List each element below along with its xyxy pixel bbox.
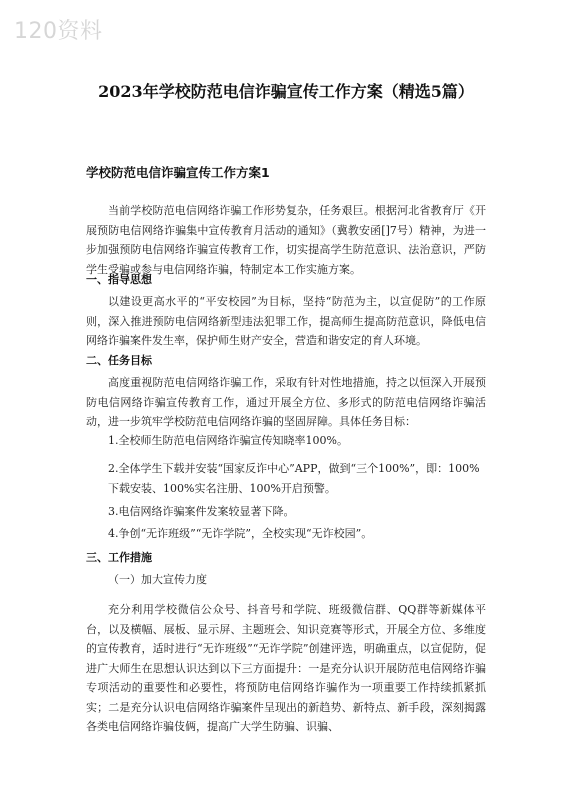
list-item: 4.争创“无诈班级”“无诈学院”，全校实现“无诈校园”。 [108,527,373,540]
guiding-ideology-paragraph: 以建设更高水平的“平安校园”为目标，坚持“防范为主，以宣促防”的工作原则，深入推进预防电信网络新型违法犯罪工作，提高师生提高防范意识，降低电信网络诈骗案件发生率，保护师生财产安全，营造和谐安定的育人环境。 [86,295,486,347]
heading-guiding-ideology: 一、指导思想 [86,273,152,286]
list-item: 1.全校师生防范电信网络诈骗宣传知晓率100%。 [108,434,348,447]
watermark: 120资料 [14,19,103,44]
section-title: 学校防范电信诈骗宣传工作方案1 [86,165,270,180]
list-item: 3.电信网络诈骗案件发案较显著下降。 [108,505,295,518]
task-goals-paragraph: 高度重视防范电信网络诈骗工作，采取有针对性地措施，持之以恒深入开展预防电信网络诈骗宣传教育工作，通过开展全方位、多形式的防范电信网络诈骗活动，进一步筑牢学校防范电信网络诈骗的坚固屏障。具体任务目标： [86,376,486,428]
list-item: 2.全体学生下载并安装“国家反诈中心”APP，做到“三个100%”，即：100%下载安装、100%实名注册、100%开启预警。 [108,462,480,495]
intro-paragraph: 当前学校防范电信网络诈骗工作形势复杂，任务艰巨。根据河北省教育厅《开展预防电信网络诈骗集中宣传教育月活动的通知》（冀教安函[]7号）精神，为进一步加强预防电信网络诈骗宣传教育工作，切实提高学生防范意识、法治意识，严防学生受骗或参与电信网络诈骗，特制定本工作实施方案。 [86,204,486,276]
heading-task-goals: 二、任务目标 [86,354,152,367]
publicity-paragraph: 充分利用学校微信公众号、抖音号和学院、班级微信群、QQ群等新媒体平台，以及横幅、展板、显示屏、主题班会、知识竞赛等形式，开展全方位、多维度的宣传教育，适时进行“无诈班级”“无诈学院”创建评选，明确重点，以宣促防，促进广大师生在思想认识达到以下三方面提升：一是充分认识开展防范电信网络诈骗专项活动的重要性和必要性，将预防电信网络诈骗作为一项重要工作持续抓紧抓实；二是充分认识电信网络诈骗案件呈现出的新趋势、新特点、新手段，深刻揭露各类电信网络诈骗伎俩，提高广大学生防骗、识骗、 [86,603,486,733]
subheading-publicity: （一）加大宣传力度 [108,573,207,586]
document-title: 2023年学校防范电信诈骗宣传工作方案（精选5篇） [98,82,474,101]
heading-work-measures: 三、工作措施 [86,551,152,564]
